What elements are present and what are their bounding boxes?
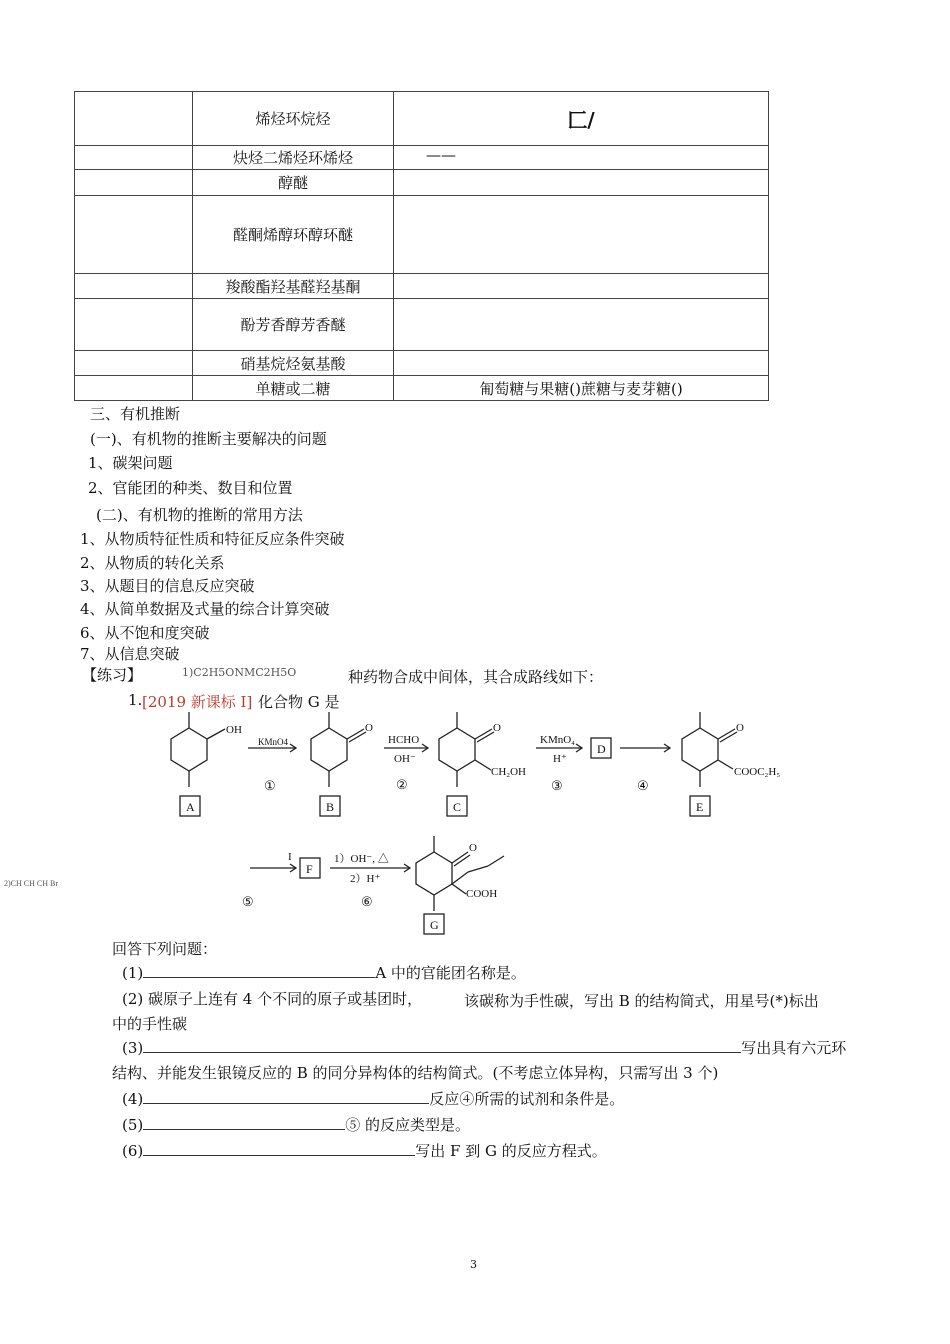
question-2-continued: 该碳称为手性碳，写出 B 的结构简式，用星号(*)标出	[464, 992, 819, 1010]
cooh-label: COOH	[466, 888, 498, 900]
subsection-heading: (一)、有机物的推断主要解决的问题	[90, 430, 327, 448]
garbled-text: 2)CH CH CH Br	[4, 879, 59, 888]
table-cell: 羧酸酯羟基醛羟基酮	[193, 274, 394, 299]
list-item: 3、从题目的信息反应突破	[80, 577, 255, 595]
table-cell: 硝基烷烃氨基酸	[193, 351, 394, 376]
question-number: (3)	[122, 1039, 144, 1057]
list-item: 1、从物质特征性质和特征反应条件突破	[80, 530, 345, 548]
question-5	[122, 1114, 470, 1135]
question-number: (6)	[122, 1142, 144, 1160]
answer-blank[interactable]	[143, 1038, 741, 1053]
page-number: 3	[470, 1258, 477, 1271]
compound-label-d: D	[597, 742, 606, 756]
step-number: ②	[396, 777, 408, 792]
reagent-label: OH⁻	[394, 753, 416, 765]
list-item: 7、从信息突破	[80, 645, 180, 663]
oxygen-label: O	[365, 722, 373, 734]
list-item: 2、官能团的种类、数目和位置	[88, 479, 293, 497]
question-stem: 化合物 G 是	[258, 693, 340, 711]
step-number: ⑥	[361, 894, 373, 909]
ch2oh-label: CH₂OH	[491, 766, 527, 778]
step-number: ④	[637, 778, 649, 793]
reagent-label: HCHO	[388, 734, 420, 746]
question-2-line1: (2) 碳原子上连有 4 个不同的原子或基团时，	[122, 990, 423, 1008]
answer-blank[interactable]	[143, 1115, 345, 1130]
list-item: 2、从物质的转化关系	[80, 554, 225, 572]
exercise-label: 【练习】	[82, 666, 143, 684]
question-number: 1.	[128, 691, 143, 709]
step-number: ①	[264, 778, 276, 793]
list-item: 4、从简单数据及式量的综合计算突破	[80, 600, 330, 618]
table-cell: 匚/	[394, 92, 769, 146]
compound-label-f: F	[306, 862, 313, 876]
question-6	[122, 1140, 607, 1161]
reagent-label: H⁺	[553, 753, 567, 765]
table-cell: 酚芳香醇芳香醚	[193, 299, 394, 351]
question-3-line2: 结构、并能发生银镜反应的 B 的同分异构体的结构简式。(不考虑立体异构，只需写出 3 个)	[112, 1064, 719, 1082]
table-cell: 匍萄糖与果糖()蔗糖与麦芽糖()	[394, 376, 769, 401]
table-cell: 单糖或二糖	[193, 376, 394, 401]
list-item: 6、从不饱和度突破	[80, 624, 210, 642]
compound-label-a: A	[186, 800, 195, 814]
compound-label-c: C	[453, 800, 462, 814]
reagent-label: KMnO₄	[540, 734, 576, 746]
exercise-intro: 种药物合成中间体，其合成路线如下：	[348, 668, 604, 686]
table-cell: ——	[394, 146, 769, 170]
list-item: 1、碳架问题	[88, 454, 173, 472]
source-tag: [2019 新课标 I]	[142, 693, 253, 711]
question-text: 写出具有六元环	[741, 1039, 847, 1057]
table-cell: 炔烃二烯烃环烯烃	[193, 146, 394, 170]
oxygen-label: O	[493, 722, 501, 734]
question-4	[122, 1088, 624, 1109]
question-number: (5)	[122, 1116, 144, 1134]
questions-intro: 回答下列问题：	[112, 940, 218, 958]
step-number: ③	[551, 778, 563, 793]
question-2-line2: 中的手性碳	[112, 1015, 188, 1033]
answer-blank[interactable]	[143, 963, 375, 978]
question-number: (1)	[122, 964, 144, 982]
answer-blank[interactable]	[143, 1141, 415, 1156]
question-text: 写出 F 到 G 的反应方程式。	[415, 1142, 607, 1160]
compound-label-e: E	[696, 800, 704, 814]
table-cell: 醇醚	[193, 170, 394, 196]
question-1	[122, 962, 526, 983]
cooc2h5-label: COOC₂H₅	[734, 766, 781, 778]
table-cell: 醛酮烯醇环醇环醚	[193, 196, 394, 274]
oxygen-label: O	[469, 842, 477, 854]
oxygen-label: O	[736, 722, 744, 734]
question-text: 反应④所需的试剂和条件是。	[429, 1090, 625, 1108]
reagent-label: 1）OH⁻, △	[334, 853, 389, 865]
reagent-label: I	[288, 851, 292, 863]
reagent-label: 2）H⁺	[350, 873, 381, 885]
question-text: A 中的官能团名称是。	[375, 964, 526, 982]
step-number: ⑤	[242, 894, 254, 909]
garbled-text: 1)C2H5ONMC2H5O	[182, 666, 297, 679]
question-number: (4)	[122, 1090, 144, 1108]
section-heading: 三、有机推断	[90, 405, 181, 423]
answer-blank[interactable]	[143, 1089, 429, 1104]
table-cell: 烯烃环烷烃	[193, 92, 394, 146]
compound-label-g: G	[430, 918, 439, 932]
question-text: ⑤ 的反应类型是。	[345, 1116, 471, 1134]
oh-label: OH	[226, 724, 242, 736]
subsection-heading: (二)、有机物的推断的常用方法	[96, 506, 303, 524]
reagent-label: KMnO4	[258, 737, 289, 747]
compound-label-b: B	[326, 800, 335, 814]
question-3	[122, 1037, 846, 1058]
